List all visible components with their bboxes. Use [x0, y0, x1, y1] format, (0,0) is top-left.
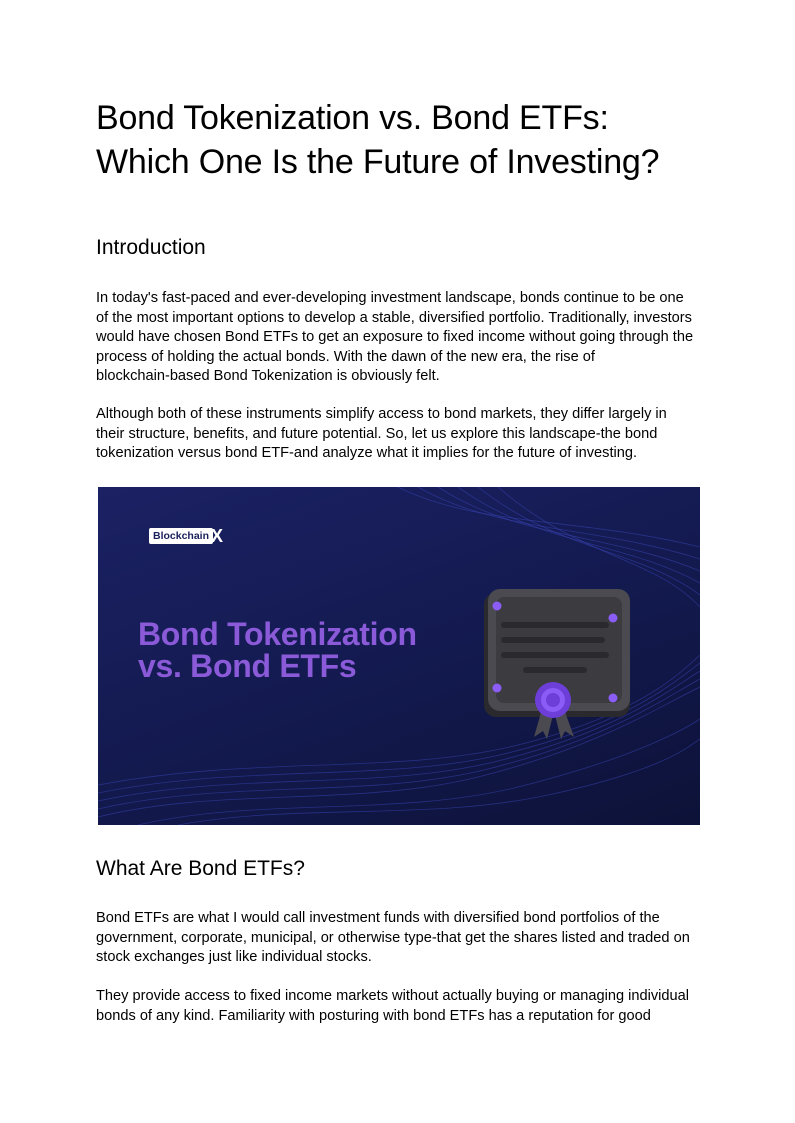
intro-paragraph-1: In today's fast-paced and ever-developing investment landscape, bonds continue to be one of the most important options to develop a stable, diversified portfolio. Traditionally, investors would have chosen Bond ETFs to get an exposure to fixed income without going through the process of holding the actual bonds. With the dawn of the new era, the rise of blockchain-based Bond Tokenization is obviously felt. [96, 290, 694, 384]
etf-paragraph-1: Bond ETFs are what I would call investment funds with diversified bond portfolios of the government, corporate, municipal, or otherwise type-that get the shares listed and traded on stock exchanges just like individual stocks. [96, 910, 690, 965]
certificate-icon [484, 589, 630, 739]
page-title [96, 96, 736, 184]
etf-paragraph-2: They provide access to fixed income markets without actually buying or managing individual bonds of any kind. Familiarity with posturing with bond ETFs has a reputation for good [96, 988, 689, 1024]
hero-banner-image [98, 487, 700, 825]
section-heading-bond-etfs: What Are Bond ETFs? [96, 857, 305, 880]
title-line: Bond Tokenization vs. Bond ETFs: [96, 99, 609, 137]
title-line: Which One Is the Future of Investing? [96, 143, 660, 181]
banner-title: Bond Tokenization vs. Bond ETFs [138, 616, 417, 684]
brand-name: Blockchain [149, 528, 213, 544]
brand-logo [149, 527, 223, 545]
intro-paragraph-2: Although both of these instruments simplify access to bond markets, they differ largely in their structure, benefits, and future potential. So, let us explore this landscape-the bond tokenization versus bond ETF-and analyze what it implies for the future of investing. [96, 406, 667, 461]
section-heading-introduction: Introduction [96, 236, 206, 259]
brand-x-mark: X [211, 526, 224, 546]
